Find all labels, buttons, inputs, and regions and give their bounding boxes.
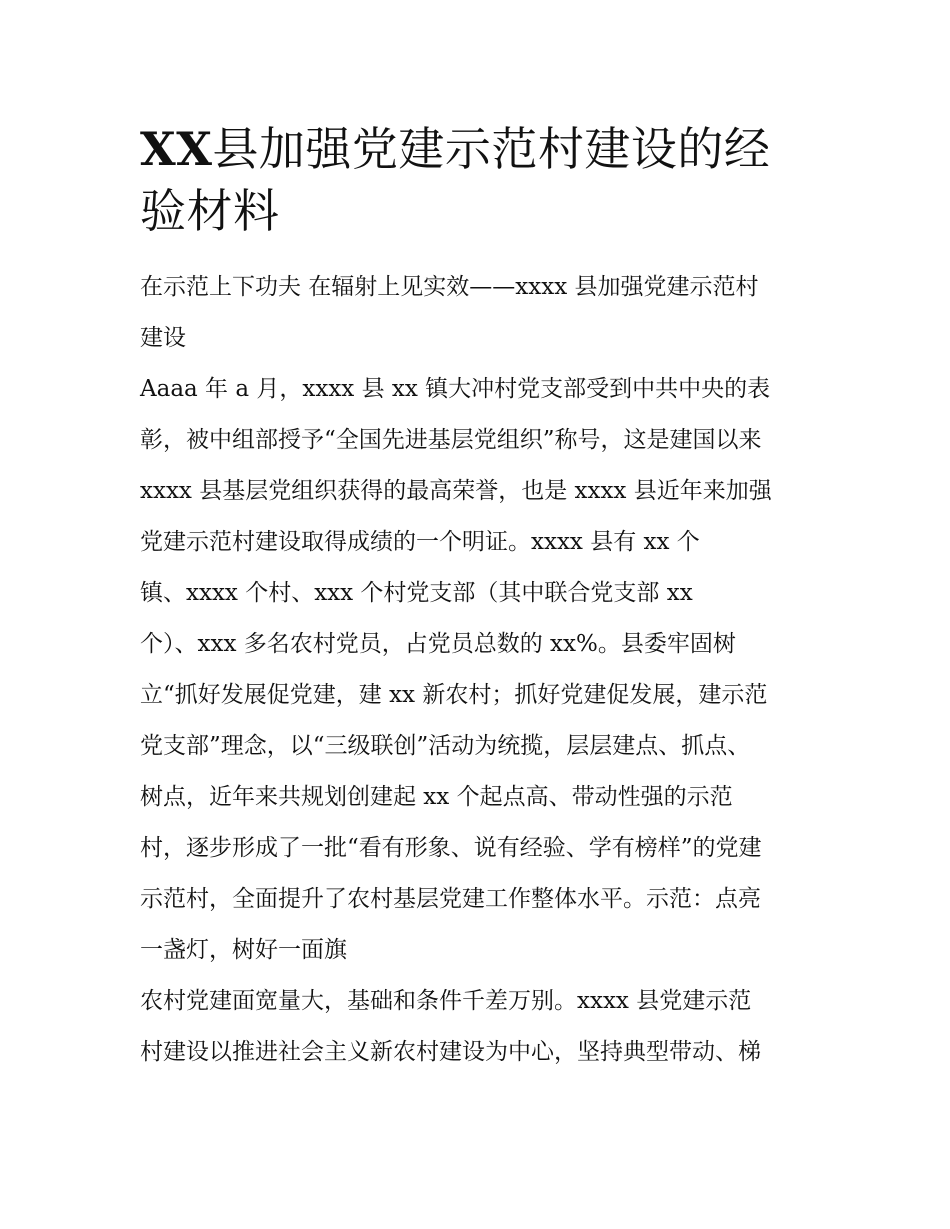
document-title bbox=[140, 118, 820, 242]
paragraph-line: 彰，被中组部授予“全国先进基层党组织”称号，这是建国以来 bbox=[140, 427, 762, 453]
paragraph-line: 农村党建面宽量大，基础和条件千差万别。xxxx 县党建示范 bbox=[140, 988, 752, 1014]
paragraph-line: 村建设以推进社会主义新农村建设为中心，坚持典型带动、梯 bbox=[140, 1039, 761, 1065]
title-line-2: 验材料 bbox=[140, 184, 280, 238]
paragraph-line: 一盏灯，树好一面旗 bbox=[140, 937, 347, 963]
paragraph-2 bbox=[140, 976, 820, 1078]
paragraph-1 bbox=[140, 364, 820, 976]
paragraph-line: xxxx 县基层党组织获得的最高荣誉，也是 xxxx 县近年来加强 bbox=[140, 478, 772, 504]
subtitle-line: 在示范上下功夫 在辐射上见实效——xxxx 县加强党建示范村 bbox=[140, 274, 759, 300]
title-line-1-text: 县加强党建示范村建设的经 bbox=[212, 122, 771, 176]
paragraph-line: Aaaa 年 a 月，xxxx 县 xx 镇大冲村党支部受到中共中央的表 bbox=[140, 376, 771, 402]
subtitle-line: 建设 bbox=[140, 325, 186, 351]
paragraph-line: 党支部”理念，以“三级联创”活动为统揽，层层建点、抓点、 bbox=[140, 733, 751, 759]
paragraph-line: 立“抓好发展促党建，建 xx 新农村；抓好党建促发展，建示范 bbox=[140, 682, 768, 708]
document-content bbox=[140, 118, 820, 1078]
paragraph-line: 示范村，全面提升了农村基层党建工作整体水平。示范：点亮 bbox=[140, 886, 761, 912]
paragraph-line: 村，逐步形成了一批“看有形象、说有经验、学有榜样”的党建 bbox=[140, 835, 762, 861]
paragraph-line: 镇、xxxx 个村、xxx 个村党支部（其中联合党支部 xx bbox=[140, 580, 693, 606]
paragraph-line: 树点，近年来共规划创建起 xx 个起点高、带动性强的示范 bbox=[140, 784, 733, 810]
paragraph-line: 党建示范村建设取得成绩的一个明证。xxxx 县有 xx 个 bbox=[140, 529, 700, 555]
paragraph-line: 个）、xxx 多名农村党员，占党员总数的 xx%。县委牢固树 bbox=[140, 631, 736, 657]
title-line-1 bbox=[140, 118, 820, 180]
title-lead: XX bbox=[140, 122, 213, 176]
document-subtitle bbox=[140, 262, 820, 364]
